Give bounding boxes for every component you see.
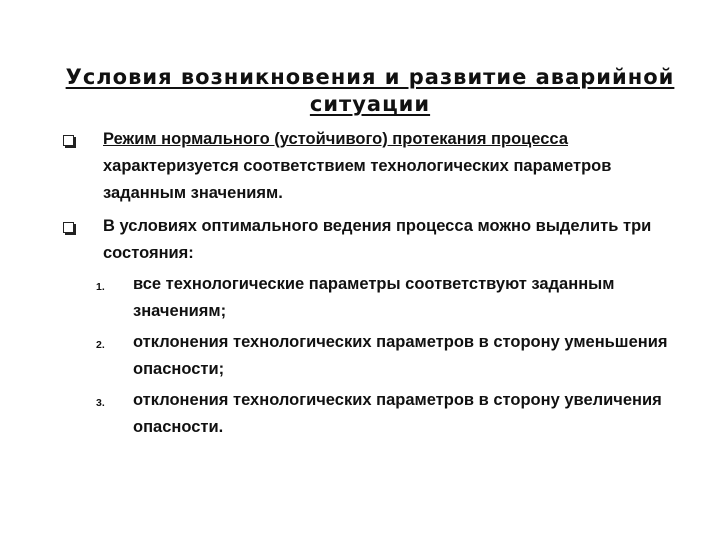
item-text: отклонения технологических параметров в сторону увеличения опасности. <box>133 391 662 436</box>
item-text: все технологические параметры соответствуют заданным значениям; <box>133 275 615 320</box>
bullet-item-optimal-states <box>0 213 720 267</box>
bullet-text: характеризуется соответствием технологических параметров заданным значениям. <box>103 157 612 202</box>
bullet-underlined-term: Режим нормального (устойчивого) протекания процесса <box>103 130 568 148</box>
slide-title-text: Условия возникновения и развитие аварийной ситуации <box>65 65 675 116</box>
bullet-text: В условиях оптимального ведения процесса можно выделить три состояния: <box>103 217 652 262</box>
slide-title <box>60 64 680 118</box>
bullet-list <box>0 126 720 441</box>
numbered-list <box>0 271 720 441</box>
bullet-item-normal-mode <box>0 126 720 207</box>
numbered-item <box>0 329 720 383</box>
numbered-item <box>0 387 720 441</box>
square-bullet-icon <box>63 135 74 146</box>
numbered-item <box>0 271 720 325</box>
item-number: 2. <box>96 339 105 351</box>
item-number: 1. <box>96 281 105 293</box>
item-number: 3. <box>96 397 105 409</box>
square-bullet-icon <box>63 222 74 233</box>
item-text: отклонения технологических параметров в сторону уменьшения опасности; <box>133 333 668 378</box>
